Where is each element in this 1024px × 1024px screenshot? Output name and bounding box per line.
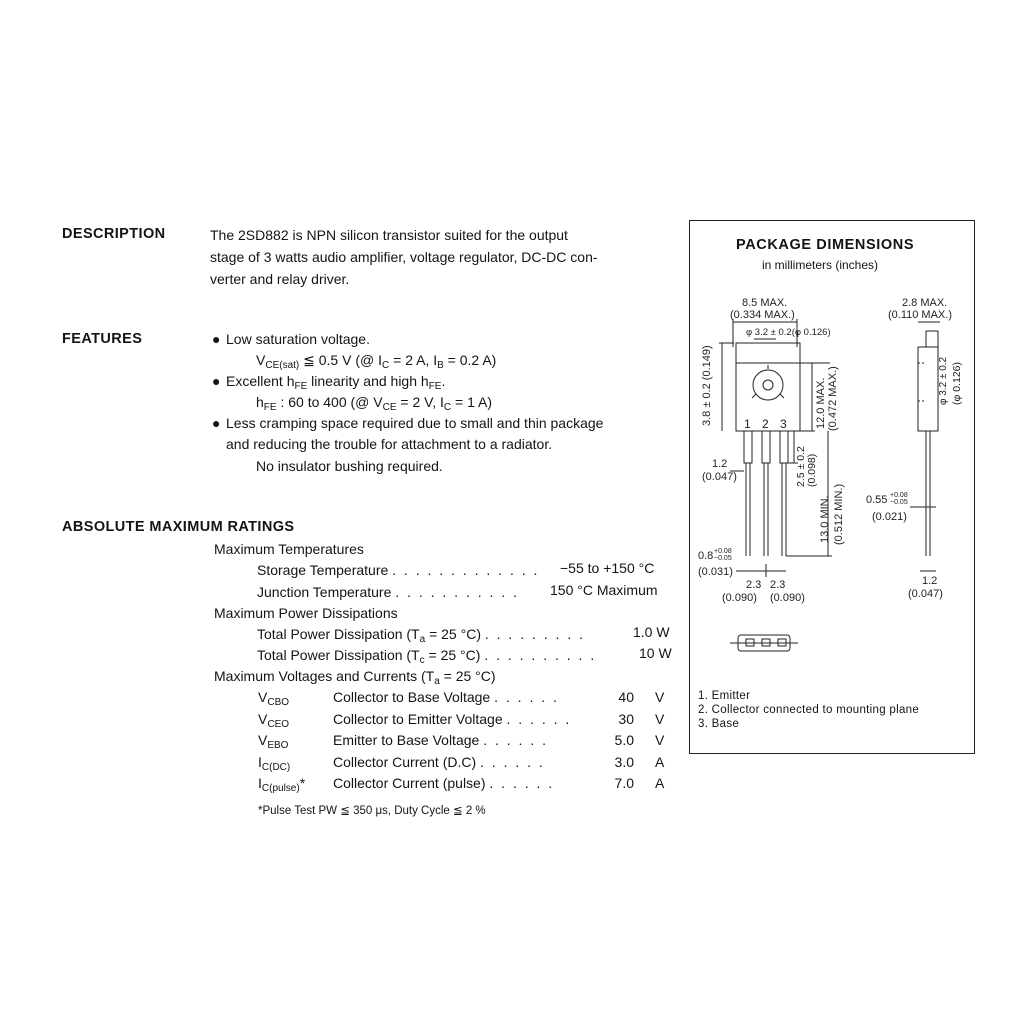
dim-text: φ 3.2 ± 0.2(φ 0.126) [746,327,831,338]
dim-text: (0.090) [722,592,757,604]
power-tc-value: 10 W [639,645,672,661]
pin-label: 3 [780,417,787,431]
package-drawing [690,281,974,721]
pin-assignment: 2. Collector connected to mounting plane [698,704,920,716]
rating-value: 3.0 [614,753,634,770]
dim-text: (0.512 MIN.) [833,483,845,545]
rating-label: Emitter to Base Voltage . . . . . . [333,732,548,749]
dim-text: 13.0 MIN. [819,495,831,543]
pin-assignment-list [698,689,919,731]
dim-text: +0.08 [890,492,908,499]
rating-label: Collector Current (pulse) . . . . . . [333,775,555,792]
description-heading: DESCRIPTION [62,226,166,242]
dim-text: 1.2 [922,575,938,587]
dim-text: (0.090) [770,592,805,604]
rating-label: Collector to Base Voltage . . . . . . [333,689,559,705]
dim-text: 0.8 [698,550,714,562]
storage-temp-label: Storage Temperature . . . . . . . . . . . . . [257,562,540,578]
dim-text: −0.05 [714,555,732,562]
package-dimensions-box [689,220,975,754]
feature-item: ● Excellent $h_{FE}$ linearity and high $h_{FE}$. [212,373,446,392]
rating-symbol: $V_{CEO}$ [258,710,290,730]
dim-text: (0.472 MAX.) [827,366,839,431]
rating-symbol: $V_{EBO}$ [258,732,289,752]
junction-temp-label: Junction Temperature . . . . . . . . . . . [257,584,519,600]
rating-unit: A [655,753,665,770]
power-tc-label: Total Power Dissipation ($T_c = 25$ °C) . . . . . . . . . . [257,647,597,666]
feature-detail: and reducing the trouble for attachment to a radiator. [226,436,553,452]
rating-symbol: $V_{CBO}$ [258,689,290,708]
pin-assignment: 1. Emitter [698,690,751,702]
dim-text: (0.047) [908,588,943,600]
rating-value: 5.0 [614,732,634,749]
bullet-icon: ● [212,331,221,347]
storage-temp-value: −55 to +150 °C [560,560,655,576]
rating-symbol: $I_{C(pulse)}*$ [258,775,306,795]
dim-text: 2.3 [770,579,786,591]
ratings-subheading: Maximum Temperatures [214,541,364,557]
rating-unit: V [655,732,665,749]
description-line: The 2SD882 is NPN silicon transistor suited for the output [210,227,568,243]
rating-unit: V [655,689,665,705]
rating-value: 30 [618,710,634,727]
feature-detail: $h_{FE}$ : 60 to 400 (@ $V_{CE} = 2$ V, $I_C = 1$ A) [256,394,492,413]
dim-text: φ 3.2 ± 0.2 [938,356,949,405]
package-title: PACKAGE DIMENSIONS [736,237,915,253]
dim-text: (0.334 MAX.) [730,309,795,321]
rating-unit: A [655,775,665,792]
dim-text: 2.3 [746,579,762,591]
rating-symbol: $I_{C(DC)}$ [258,753,291,773]
power-ta-label: Total Power Dissipation ($T_a = 25$ °C) . . . . . . . . . [257,626,585,645]
dim-text: 8.5 MAX. [742,297,788,309]
dim-text: 2.5 ± 0.2 [795,446,807,487]
dim-text: (0.021) [872,511,907,523]
junction-temp-value: 150 °C Maximum [550,582,658,598]
feature-detail: $V_{CE(sat)}$ ≦ 0.5 V (@ $I_C = 2$ A, $I_B = 0.2$ A) [256,352,497,371]
description-text [210,224,678,290]
pin-label: 2 [762,417,769,431]
dim-text: (0.031) [698,566,733,578]
rating-unit: V [655,710,665,727]
package-subtitle: in millimeters (inches) [762,258,879,272]
ratings-heading: ABSOLUTE MAXIMUM RATINGS [62,519,295,535]
dim-text: 0.55 [866,494,888,506]
power-ta-value: 1.0 W [633,624,670,640]
dim-text: 12.0 MAX. [815,377,827,429]
pin-assignment: 3. Base [698,718,740,730]
dim-text: (0.110 MAX.) [888,309,952,321]
description-line: verter and relay driver. [210,271,350,287]
dim-text: 2.8 MAX. [902,297,948,309]
bullet-icon: ● [212,373,221,389]
ratings-subheading: Maximum Power Dissipations [214,605,398,621]
ratings-subheading: Maximum Voltages and Currents ($T_a = 25$ °C) [214,668,496,687]
dim-text: (φ 0.126) [951,362,963,405]
feature-item: ● Low saturation voltage. [212,329,370,350]
dim-text: (0.098) [806,453,818,487]
dim-text: 3.8 ± 0.2 (0.149) [701,345,713,426]
dim-text: (0.047) [702,471,737,483]
feature-item: ● Less cramping space required due to small and thin package [212,413,603,434]
footnote: *Pulse Test PW ≦ 350 μs, Duty Cycle ≦ 2 % [258,805,486,817]
rating-value: 40 [618,689,634,705]
bullet-icon: ● [212,415,221,431]
dim-text: −0.05 [890,499,908,506]
pin-label: 1 [744,417,751,431]
rating-label: Collector to Emitter Voltage . . . . . . [333,710,572,727]
features-heading: FEATURES [62,331,143,347]
dim-text: +0.08 [714,548,732,555]
feature-detail: No insulator bushing required. [256,458,443,474]
rating-label: Collector Current (D.C) . . . . . . [333,753,545,770]
dim-text: 1.2 [712,458,728,470]
description-line: stage of 3 watts audio amplifier, voltage regulator, DC-DC con- [210,249,598,265]
rating-value: 7.0 [614,775,634,792]
